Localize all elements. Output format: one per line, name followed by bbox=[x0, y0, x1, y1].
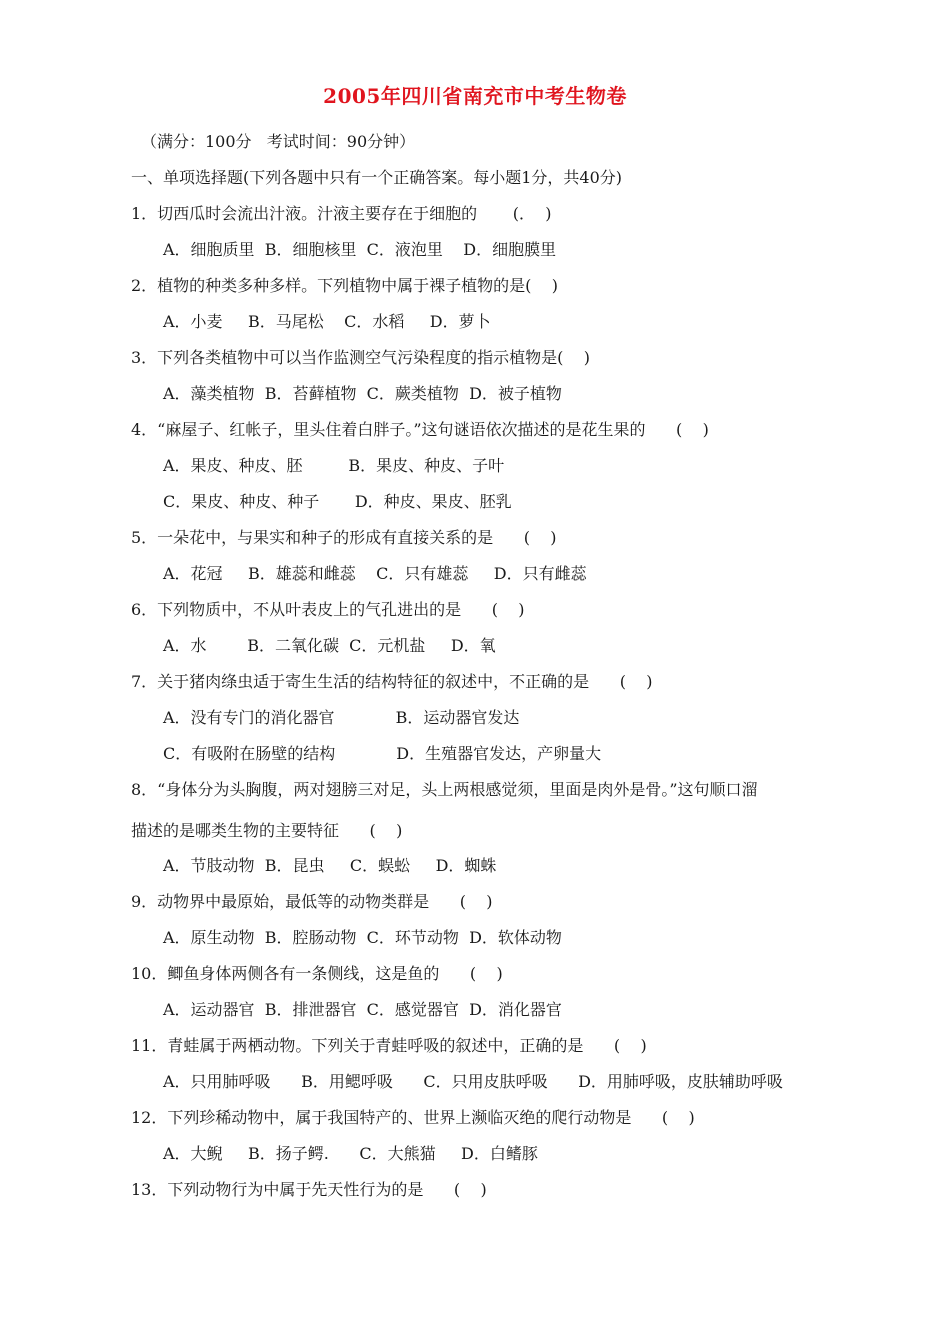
question-8-continued: 描述的是哪类生物的主要特征 ( ) bbox=[131, 821, 403, 840]
question-6-options: A．水 B．二氧化碳 C．元机盐 D．氧 bbox=[163, 636, 496, 655]
question-3-options: A．藻类植物 B．苔藓植物 C．蕨类植物 D．被子植物 bbox=[163, 384, 562, 403]
question-2: 2．植物的种类多种多样。下列植物中属于裸子植物的是( ) bbox=[131, 276, 559, 295]
question-7-options-row-2: C．有吸附在肠壁的结构 D．生殖器官发达，产卵量大 bbox=[163, 744, 602, 763]
question-6: 6．下列物质中，不从叶表皮上的气孔进出的是 ( ) bbox=[131, 600, 525, 619]
question-5-options: A．花冠 B．雄蕊和雌蕊 C．只有雄蕊 D．只有雌蕊 bbox=[163, 564, 587, 583]
question-1-options: A．细胞质里 B．细胞核里 C．液泡里 D．细胞膜里 bbox=[163, 240, 557, 259]
question-10: 10．鲫鱼身体两侧各有一条侧线，这是鱼的 ( ) bbox=[131, 964, 503, 983]
question-3: 3．下列各类植物中可以当作监测空气污染程度的指示植物是( ) bbox=[131, 348, 591, 367]
question-4-options-row-1: A．果皮、种皮、胚 B．果皮、种皮、子叶 bbox=[163, 456, 505, 475]
question-12: 12．下列珍稀动物中，属于我国特产的、世界上濒临灭绝的爬行动物是 ( ) bbox=[131, 1108, 695, 1127]
question-5: 5．一朵花中，与果实和种子的形成有直接关系的是 ( ) bbox=[131, 528, 557, 547]
question-10-options: A．运动器官 B．排泄器官 C．感觉器官 D．消化器官 bbox=[163, 1000, 562, 1019]
question-7: 7．关于猪肉绦虫适于寄生生活的结构特征的叙述中，不正确的是 ( ) bbox=[131, 672, 653, 691]
question-1: 1．切西瓜时会流出汁液。汁液主要存在于细胞的 (． ) bbox=[131, 204, 552, 223]
question-9: 9．动物界中最原始，最低等的动物类群是 ( ) bbox=[131, 892, 493, 911]
question-4-options-row-2: C．果皮、种皮、种子 D．种皮、果皮、胚乳 bbox=[163, 492, 512, 511]
question-8-options: A．节肢动物 B．昆虫 C．蜈蚣 D．蜘蛛 bbox=[163, 856, 497, 875]
question-13: 13．下列动物行为中属于先天性行为的是 ( ) bbox=[131, 1180, 487, 1199]
question-11-options: A．只用肺呼吸 B．用鳃呼吸 C．只用皮肤呼吸 D．用肺呼吸，皮肤辅助呼吸 bbox=[163, 1072, 783, 1091]
question-12-options: A．大鲵 B．扬子鳄. C．大熊猫 D．白鳍豚 bbox=[163, 1144, 538, 1163]
question-4: 4．“麻屋子、红帐子，里头住着白胖子。”这句谜语依次描述的是花生果的 ( ) bbox=[131, 420, 709, 439]
question-7-options-row-1: A．没有专门的消化器官 B．运动器官发达 bbox=[163, 708, 520, 727]
exam-meta: （满分：100分 考试时间：90分钟） bbox=[141, 132, 416, 151]
page-title: 2005年四川省南充市中考生物卷 bbox=[323, 84, 627, 108]
section-heading: 一、单项选择题(下列各题中只有一个正确答案。每小题1分，共40分) bbox=[131, 168, 623, 187]
question-8: 8．“身体分为头胸腹，两对翅膀三对足，头上两根感觉须，里面是肉外是骨。”这句顺口溜 bbox=[131, 780, 758, 799]
question-9-options: A．原生动物 B．腔肠动物 C．环节动物 D．软体动物 bbox=[163, 928, 562, 947]
question-2-options: A．小麦 B．马尾松 C．水稻 D．萝卜 bbox=[163, 312, 491, 331]
question-11: 11．青蛙属于两栖动物。下列关于青蛙呼吸的叙述中，正确的是 ( ) bbox=[131, 1036, 647, 1055]
